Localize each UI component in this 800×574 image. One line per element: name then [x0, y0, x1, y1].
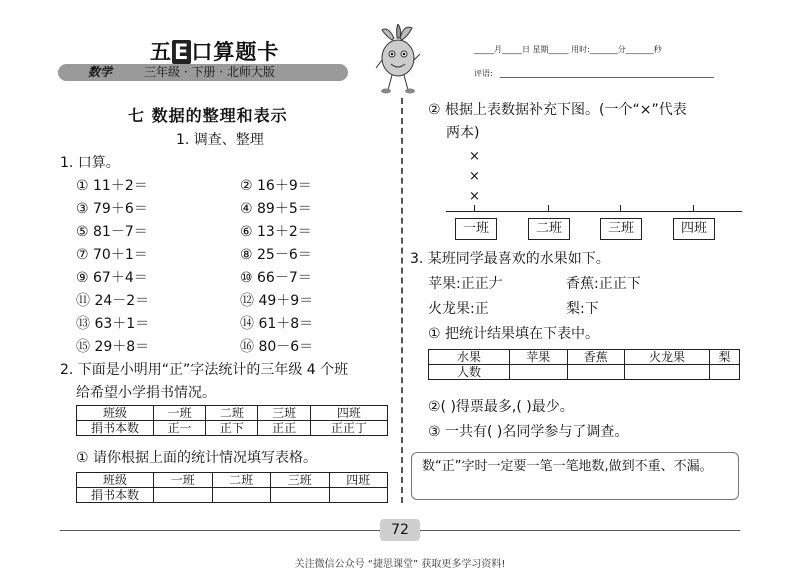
- table-header: 火龙果: [625, 350, 710, 365]
- chart-class-label: 三班: [600, 218, 642, 240]
- table-cell: 人数: [429, 365, 510, 380]
- answer-cell[interactable]: [625, 365, 710, 380]
- subject-bar: [58, 64, 348, 81]
- fruit-count-table: [428, 349, 740, 380]
- arithmetic-item: ② 16＋9＝: [240, 178, 312, 194]
- arithmetic-item: ⑯ 80－6＝: [240, 339, 314, 355]
- table-header: 水果: [429, 350, 510, 365]
- table-header: 二班: [206, 406, 258, 421]
- table-header: 一班: [154, 406, 206, 421]
- table-header: 班级: [77, 473, 154, 488]
- brand-title: 五E口算题卡: [150, 40, 280, 64]
- chart-tick: [548, 205, 549, 211]
- table-header: 班级: [77, 406, 154, 421]
- grade-label: 三年级 · 下册 · 北师大版: [144, 65, 275, 79]
- comment-line: [500, 77, 714, 78]
- table-header: 香蕉: [567, 350, 625, 365]
- table-cell: 正正丁: [310, 421, 387, 436]
- question-3-sub2: ②( )得票最多,( )最少。: [428, 399, 574, 415]
- answer-cell[interactable]: [567, 365, 625, 380]
- chart-class-label: 一班: [455, 218, 497, 240]
- chart-class-label: 二班: [528, 218, 570, 240]
- question-2-sub1: ① 请你根据上面的统计情况填写表格。: [76, 450, 317, 466]
- question-3-label: 3. 某班同学最喜欢的水果如下。: [410, 251, 610, 267]
- section-title: 1. 调查、整理: [176, 132, 264, 148]
- table-header: 梨: [710, 350, 740, 365]
- answer-cell[interactable]: [329, 488, 388, 503]
- page-number: 72: [380, 519, 420, 541]
- fruit-tally: 火龙果:正: [428, 301, 489, 317]
- answer-cell[interactable]: [271, 488, 330, 503]
- fruit-tally: 苹果:正正𠂇: [428, 276, 503, 292]
- question-3-sub3: ③ 一共有( )名同学参与了调查。: [428, 424, 629, 440]
- donation-tally-table: [76, 405, 388, 436]
- question-2-line2: 给希望小学捐书情况。: [76, 385, 216, 401]
- chapter-title: 七 数据的整理和表示: [128, 106, 288, 125]
- table-cell: 正一: [154, 421, 206, 436]
- question-2-line1: 2. 下面是小明用“正”字法统计的三年级 4 个班: [60, 362, 349, 378]
- fruit-tally: 香蕉:正正下: [566, 276, 641, 292]
- question-2-sub2-line2: 两本): [446, 125, 480, 141]
- answer-cell[interactable]: [710, 365, 740, 380]
- chart-tick: [474, 205, 475, 211]
- table-cell: 正正: [258, 421, 310, 436]
- question-2-sub2-line1: ② 根据上表数据补充下图。(一个“×”代表: [428, 102, 687, 118]
- radish-mascot-icon: [374, 24, 422, 96]
- table-header: 四班: [329, 473, 388, 488]
- arithmetic-item: ⑨ 67＋4＝: [76, 270, 148, 286]
- question-1-label: 1. 口算。: [60, 155, 120, 171]
- chart-tick: [693, 205, 694, 211]
- table-cell: 捐书本数: [77, 488, 154, 503]
- arithmetic-item: ⑦ 70＋1＝: [76, 247, 148, 263]
- arithmetic-item: ⑥ 13＋2＝: [240, 224, 312, 240]
- brand-e-logo: E: [174, 40, 190, 64]
- tip-note-box: 数“正”字时一定要一笔一笔地数,做到不重、不漏。: [411, 452, 739, 500]
- arithmetic-item: ⑤ 81－7＝: [76, 224, 148, 240]
- chart-x-mark: ×: [469, 169, 480, 184]
- chart-axis: [446, 211, 742, 212]
- arithmetic-item: ⑩ 66－7＝: [240, 270, 312, 286]
- arithmetic-item: ⑮ 29＋8＝: [76, 339, 150, 355]
- chart-x-mark: ×: [469, 189, 480, 204]
- question-3-sub1: ① 把统计结果填在下表中。: [428, 326, 600, 342]
- arithmetic-item: ④ 89＋5＝: [240, 201, 312, 217]
- subject-label: 数学: [88, 65, 113, 79]
- table-cell: 捐书本数: [77, 421, 154, 436]
- answer-cell[interactable]: [212, 488, 271, 503]
- footer-text: 关注微信公众号 “捷思课堂” 获取更多学习资料!: [294, 559, 506, 570]
- chart-tick: [620, 205, 621, 211]
- arithmetic-item: ⑧ 25－6＝: [240, 247, 312, 263]
- date-time-line: _____月_____日 星期_____ 用时:_______分_______秒: [474, 45, 662, 54]
- arithmetic-item: ⑪ 24－2＝: [76, 293, 150, 309]
- donation-count-table: [76, 472, 388, 503]
- table-header: 一班: [154, 473, 213, 488]
- arithmetic-item: ⑬ 63＋1＝: [76, 316, 150, 332]
- answer-cell[interactable]: [154, 488, 213, 503]
- arithmetic-item: ⑭ 61＋8＝: [240, 316, 314, 332]
- arithmetic-item: ① 11＋2＝: [76, 178, 148, 194]
- column-divider: [401, 98, 403, 503]
- fruit-tally: 梨:下: [566, 301, 599, 317]
- chart-class-label: 四班: [673, 218, 715, 240]
- table-header: 二班: [212, 473, 271, 488]
- table-header: 三班: [271, 473, 330, 488]
- arithmetic-item: ⑫ 49＋9＝: [240, 293, 314, 309]
- table-header: 苹果: [510, 350, 568, 365]
- comment-label: 评语:: [474, 69, 493, 78]
- answer-cell[interactable]: [510, 365, 568, 380]
- table-header: 四班: [310, 406, 387, 421]
- chart-x-mark: ×: [469, 149, 480, 164]
- arithmetic-item: ③ 79＋6＝: [76, 201, 148, 217]
- table-cell: 正下: [206, 421, 258, 436]
- table-header: 三班: [258, 406, 310, 421]
